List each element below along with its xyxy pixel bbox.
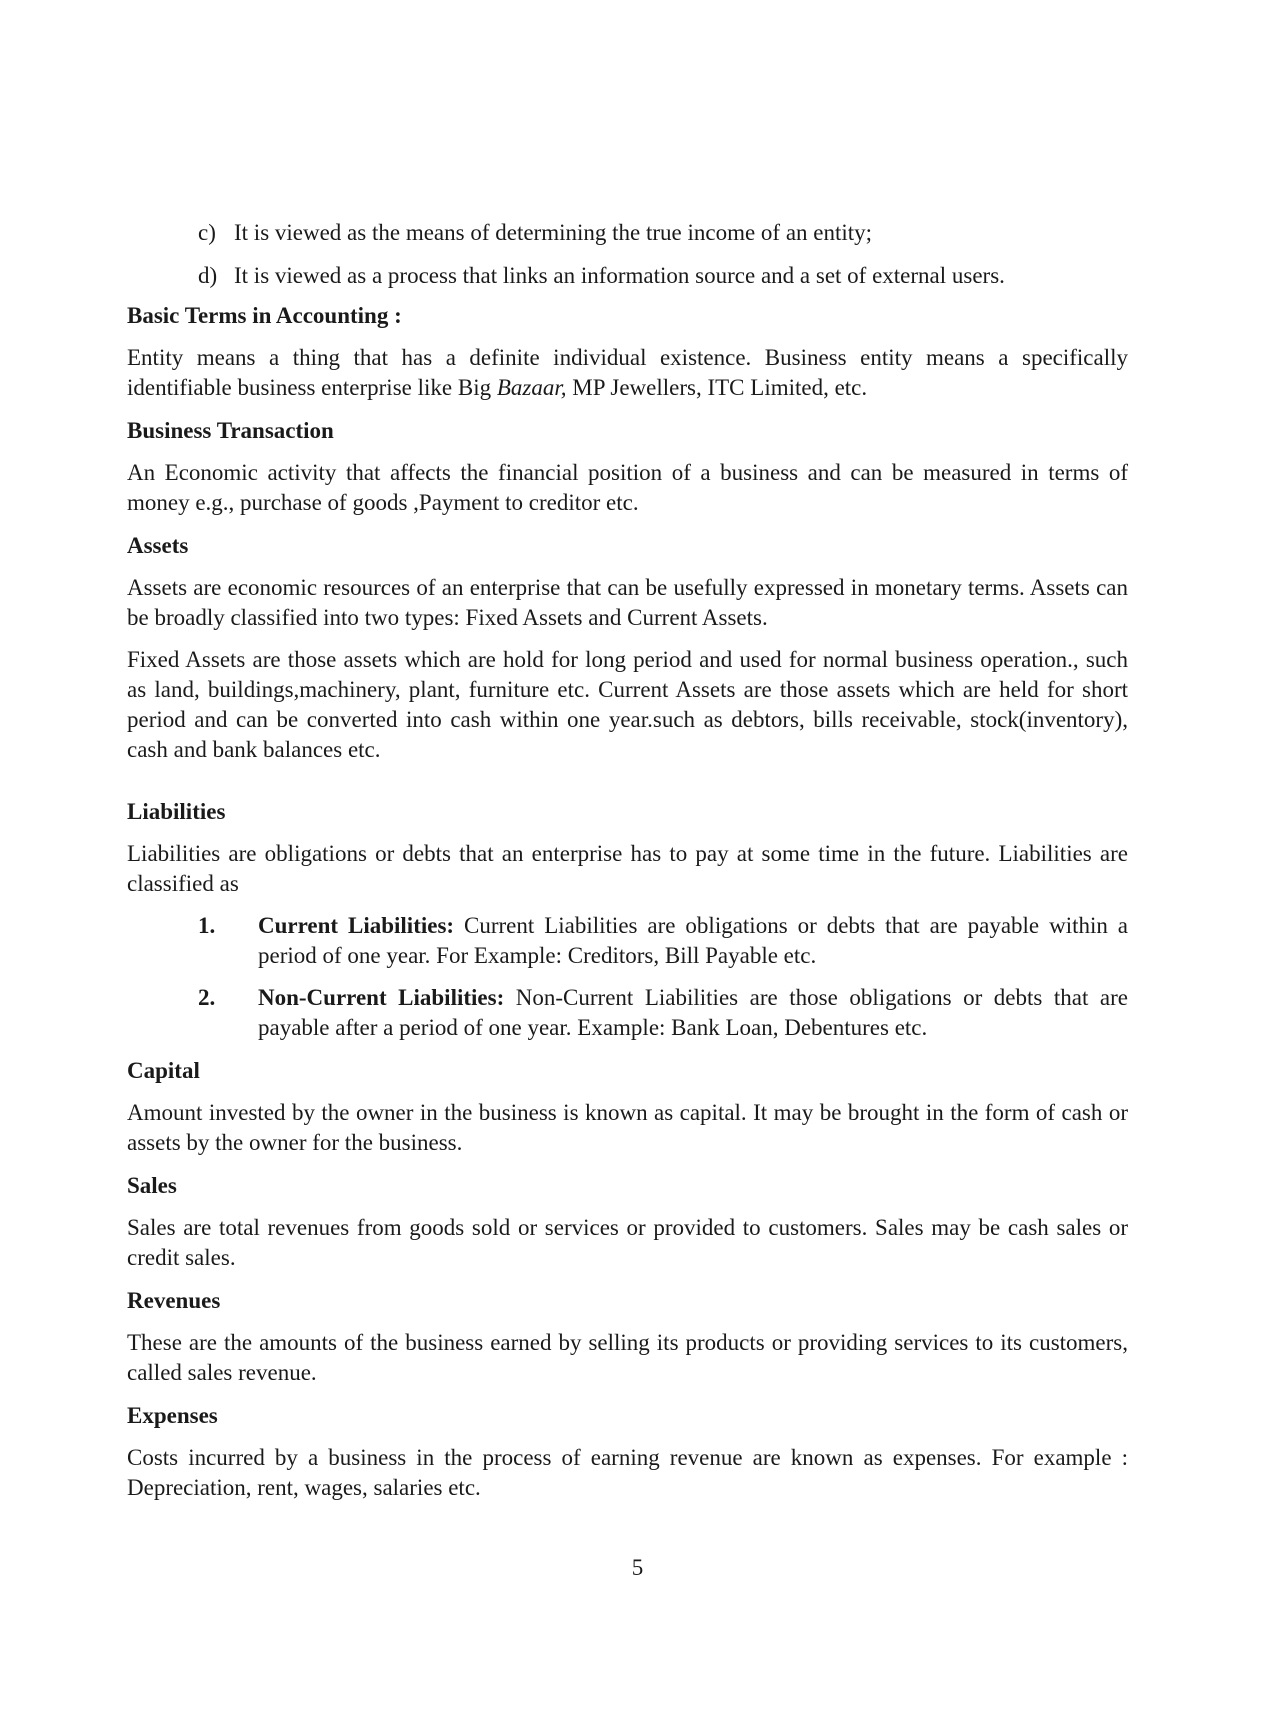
- page-content: [127, 218, 1128, 1503]
- revenues-heading: Revenues: [127, 1288, 221, 1313]
- list-marker: 2.: [198, 985, 216, 1010]
- list-item-text: [258, 983, 1128, 1043]
- revenues-paragraph: These are the amounts of the business earned by selling its products or providing services to its customers, called sales revenue.: [127, 1330, 1128, 1385]
- page-number: 5: [631, 1555, 644, 1580]
- liabilities-heading: Liabilities: [127, 799, 226, 824]
- list-item-text: It is viewed as a process that links an information source and a set of external users.: [234, 263, 1005, 288]
- list-item-term: Non-Current Liabilities:: [258, 985, 505, 1010]
- entity-paragraph: [127, 343, 1128, 403]
- liabilities-paragraph: Liabilities are obligations or debts that an enterprise has to pay at some time in the future. Liabilities are classified as: [127, 841, 1128, 896]
- capital-paragraph: Amount invested by the owner in the business is known as capital. It may be brought in the form of cash or assets by the owner for the business.: [127, 1100, 1128, 1155]
- list-item-term: Current Liabilities:: [258, 913, 455, 938]
- business-transaction-heading: Business Transaction: [127, 418, 334, 443]
- list-marker: d): [198, 263, 218, 288]
- list-item-text: It is viewed as the means of determining the true income of an entity;: [234, 220, 873, 245]
- list-marker: 1.: [198, 913, 216, 938]
- list-item: [198, 261, 1128, 291]
- list-item: [198, 218, 1128, 248]
- assets-paragraph-2: Fixed Assets are those assets which are hold for long period and used for normal business operation., such as land, buildings,machinery, plant, furniture etc. Current Assets are those assets which are held for short period and can be converted into cash within one year.such as debtors, bills receivable, stock(inventory), cash and bank balances etc.: [127, 647, 1128, 762]
- expenses-paragraph: Costs incurred by a business in the process of earning revenue are known as expenses. For example : Depreciation, rent, wages, salaries etc.: [127, 1445, 1128, 1500]
- sales-heading: Sales: [127, 1173, 177, 1198]
- list-item: [198, 911, 1128, 971]
- expenses-heading: Expenses: [127, 1403, 218, 1428]
- entity-text-part2: MP Jewellers, ITC Limited, etc.: [566, 375, 868, 400]
- capital-heading: Capital: [127, 1058, 200, 1083]
- list-item-text: [258, 911, 1128, 971]
- list-item-description: Non-Current Liabilities are those obligations or debts that are payable after a period of one year. Example: Bank Loan, Debentures etc.: [258, 985, 1129, 1040]
- list-item: [198, 983, 1128, 1043]
- assets-paragraph-1: Assets are economic resources of an enterprise that can be usefully expressed in monetary terms. Assets can be broadly classified into two types: Fixed Assets and Current Assets.: [127, 575, 1128, 630]
- entity-text-part1: Entity means a thing that has a definite individual existence. Business entity means a specifically identifiable business enterprise like Big: [127, 345, 1128, 400]
- sales-paragraph: Sales are total revenues from goods sold or services or provided to customers. Sales may be cash sales or credit sales.: [127, 1215, 1128, 1270]
- assets-heading: Assets: [127, 533, 189, 558]
- entity-text-italic: Bazaar,: [496, 375, 567, 400]
- basic-terms-heading: Basic Terms in Accounting :: [127, 303, 402, 328]
- business-transaction-paragraph: An Economic activity that affects the financial position of a business and can be measured in terms of money e.g., purchase of goods ,Payment to creditor etc.: [127, 460, 1128, 515]
- list-item-description: Current Liabilities are obligations or debts that are payable within a period of one year. For Example: Creditors, Bill Payable etc.: [258, 913, 1129, 968]
- list-marker: c): [198, 220, 216, 245]
